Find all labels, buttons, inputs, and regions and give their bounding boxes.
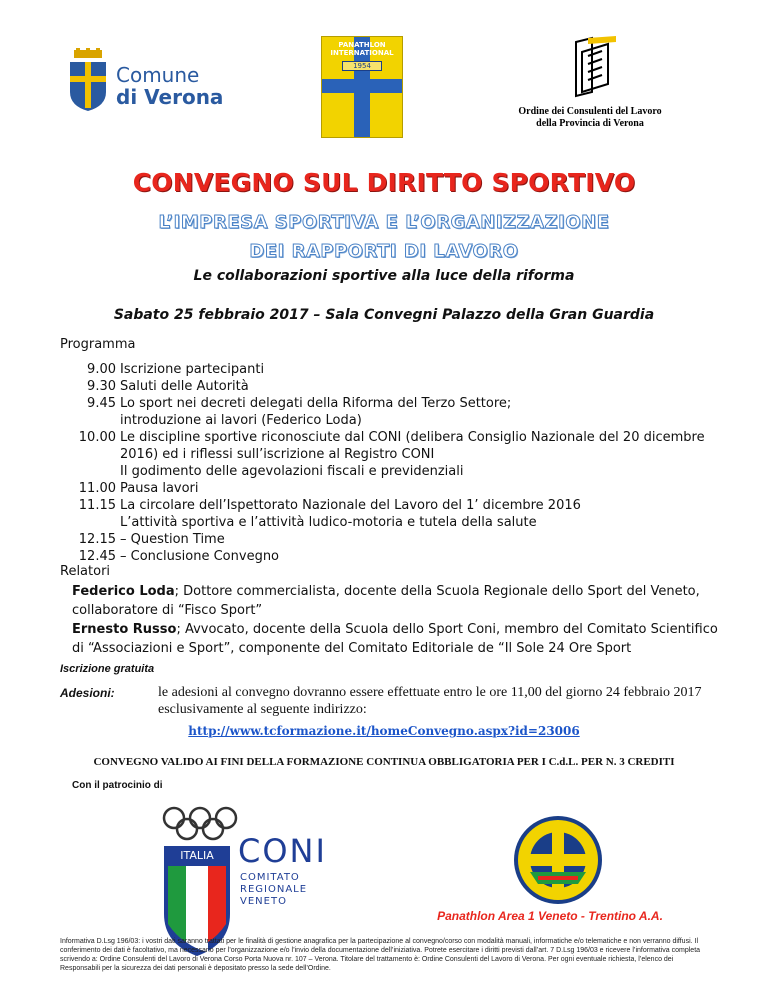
program-row: 12.15 – Question Time (78, 532, 225, 547)
relatore-entry: Ernesto Russo; Avvocato, docente della Scuola dello Sport Coni, membro del Comitato Scientifico di “Associazioni e Sport”, componente del Comitato Editoriale de “Il Sole 24 Ore Sport (72, 622, 718, 656)
event-date-venue: Sabato 25 febbraio 2017 – Sala Convegni Palazzo della Gran Guardia (113, 307, 655, 323)
sub-title: L’IMPRESA SPORTIVA E L’ORGANIZZAZIONE DEI RAPPORTI DI LAVORO (158, 212, 610, 262)
program-row: L’attività sportiva e l’attività ludico-motoria e tutela della salute (120, 515, 537, 530)
panathlon-round-logo-icon (512, 814, 604, 906)
panathlon-flag-logo (321, 36, 403, 138)
program-row: 2016) ed i riflessi sull’iscrizione al Registro CONI (120, 447, 435, 462)
main-title: CONVEGNO SUL DIRITTO SPORTIVO (132, 168, 636, 197)
ordine-logo-text: Ordine dei Consulenti del Lavoro della Provincia di Verona (518, 106, 662, 129)
panathlon-flag-title: PANATHLON INTERNATIONAL (330, 41, 394, 57)
credits-notice: CONVEGNO VALIDO AI FINI DELLA FORMAZIONE CONTINUA OBBLIGATORIA PER I C.d.L. PER N. 3 CREDITI (93, 756, 675, 768)
comune-di-verona-logo (66, 48, 226, 114)
program-row: 11.15 La circolare dell’Ispettorato Nazionale del Lavoro del 1’ dicembre 2016 (78, 498, 581, 513)
coni-subtitle: COMITATO REGIONALE VENETO (240, 872, 308, 907)
svg-text:ITALIA: ITALIA (180, 849, 214, 862)
ordine-emblem-icon (558, 36, 618, 106)
patrocinio-label: Con il patrocinio di (72, 780, 163, 791)
program-row: 9.30 Saluti delle Autorità (87, 379, 249, 394)
iscrizione-gratuita: Iscrizione gratuita (60, 663, 155, 675)
olympic-rings-icon (162, 806, 238, 842)
registration-link[interactable]: http://www.tcformazione.it/homeConvegno.aspx?id=23006 (188, 724, 580, 738)
program-row: 9.00 Iscrizione partecipanti (87, 362, 265, 377)
programma-label: Programma (60, 337, 136, 352)
program-row: 9.45 Lo sport nei decreti delegati della Riforma del Terzo Settore; (87, 396, 512, 411)
program-row: Il godimento delle agevolazioni fiscali e previdenziali (120, 464, 464, 479)
program-row: introduzione ai lavori (Federico Loda) (120, 413, 362, 428)
program-row: 12.45 – Conclusione Convegno (78, 549, 280, 564)
tagline: Le collaborazioni sportive alla luce della riforma (193, 268, 575, 284)
ordine-consulenti-logo (510, 36, 670, 136)
program-row: 10.00 Le discipline sportive riconosciute dal CONI (delibera Consiglio Nazionale del 20 dicembre (78, 430, 705, 445)
panathlon-flag-year: 1954 (342, 61, 382, 71)
adesioni-label: Adesioni: (60, 686, 115, 700)
adesioni-text: le adesioni al convegno dovranno essere effettuate entro le ore 11,00 del giorno 24 febbraio 2017 esclusivamente al seguente indirizzo: (158, 685, 702, 717)
panathlon-caption: Panathlon Area 1 Veneto - Trentino A.A. (437, 909, 663, 923)
program-list (60, 361, 720, 565)
relatori-list (72, 582, 722, 658)
verona-crest-icon (66, 48, 110, 112)
verona-logo-text: Comune di Verona (116, 63, 224, 109)
coni-veneto-logo (160, 806, 340, 958)
relatore-entry: Federico Loda; Dottore commercialista, docente della Scuola Regionale dello Sport del Veneto, collaboratore di “Fisco Sport” (72, 584, 700, 618)
program-row: 11.00 Pausa lavori (78, 481, 199, 496)
relatori-label: Relatori (60, 564, 111, 579)
coni-wordmark: CONI (238, 832, 327, 870)
privacy-footer: Informativa D.Lsg 196/03: i vostri dati saranno trattati per le finalità di gestione anagrafica per la partecipazione al convegno/corso con modalità manuali, informatiche e/o telematiche e non verranno diffusi. Il conferimento dei dati è facoltativo, ma necessario per l’organizzazione e/o l’invio della documentazione dell’iniziativa. Potrete esercitare i diritti previsti dall’art. 7 D.Lsg 196/03 e ricevere l’informativa completa scrivendo a: Ordine Consulenti del Lavoro di Verona Corso Porta Nuova nr. 107 – Verona. Titolare del trattamento è: Ordine Consulenti del Lavoro di Verona. Per ogni eventuale richiesta, l’elenco dei Responsabili per la sicurezza dei dati personali è depositato presso la sede dell’Ordine. (60, 938, 701, 972)
